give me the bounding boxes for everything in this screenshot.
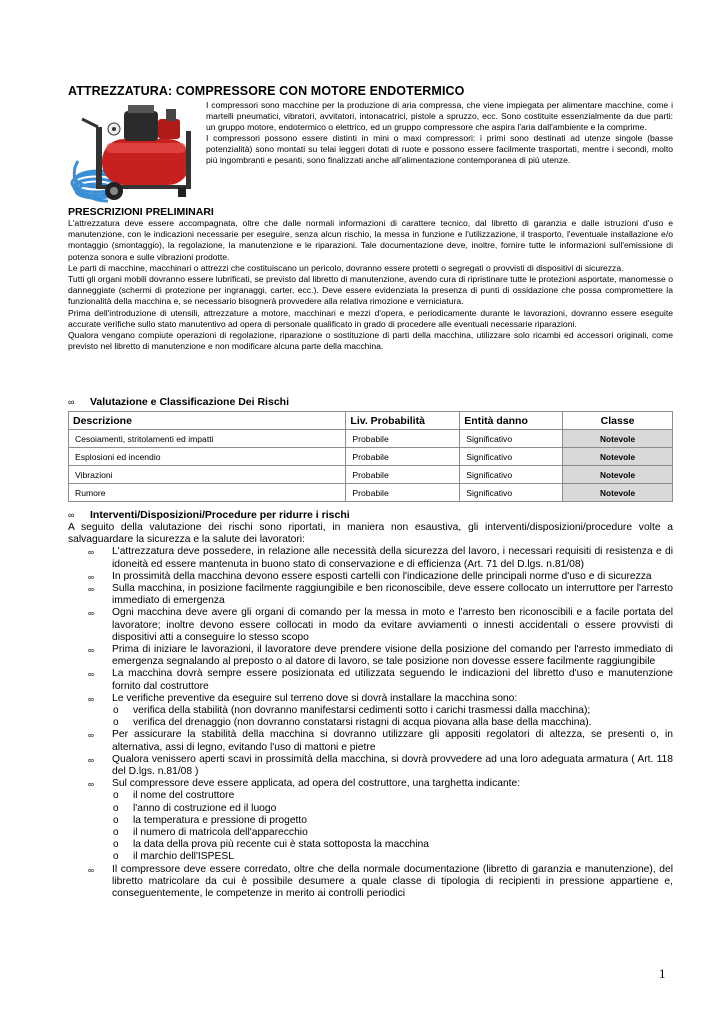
page-number: 1 bbox=[659, 966, 666, 981]
list-item-text: L'attrezzatura deve possedere, in relazione alle necessità della sicurezza del lavoro, i necessari requisiti di resistenza e di idoneità ed essere mantenuta in buono stato di conservazione e di efficienza (Art. 71 del D.lgs. n.81/08) bbox=[112, 546, 673, 570]
list-item bbox=[68, 583, 673, 607]
heading-label: Interventi/Disposizioni/Procedure per ridurre i rischi bbox=[90, 509, 350, 521]
list-item-text: In prossimità della macchina devono essere esposti cartelli con l'indicazione delle principali norme d'uso e di sicurezza bbox=[112, 570, 652, 582]
cell-classe: Notevole bbox=[563, 430, 673, 448]
interventi-lead: A seguito della valutazione dei rischi sono riportati, in maniera non esaustiva, gli interventi/disposizioni/procedure volte a salvaguardare la sicurezza e la salute dei lavoratori: bbox=[68, 522, 673, 546]
interventi-list bbox=[68, 546, 673, 900]
infinity-bullet-icon: ∞ bbox=[88, 571, 95, 582]
list-item bbox=[68, 607, 673, 644]
infinity-bullet-icon: ∞ bbox=[68, 510, 75, 520]
cell-classe: Notevole bbox=[563, 484, 673, 502]
infinity-bullet-icon: ∞ bbox=[88, 645, 95, 656]
column-header: Classe bbox=[563, 412, 673, 430]
paragraph: Qualora vengano compiute operazioni di regolazione, riparazione o sostituzione di parti della macchina, utilizzare solo ricambi ed accessori originali, come previsto nel libretto di manutenzione e non modificare alcuna parte della macchina. bbox=[68, 330, 673, 352]
list-item-text: Sul compressore deve essere applicata, ad opera del costruttore, una targhetta indicante: bbox=[112, 778, 521, 790]
infinity-bullet-icon: ∞ bbox=[88, 730, 95, 741]
cell-probabilita: Probabile bbox=[346, 466, 460, 484]
compressor-illustration bbox=[68, 101, 202, 209]
list-item bbox=[68, 754, 673, 778]
cell-classe: Notevole bbox=[563, 466, 673, 484]
cell-entita: Significativo bbox=[460, 466, 563, 484]
interventi-section bbox=[68, 522, 673, 900]
list-item bbox=[68, 546, 673, 570]
sub-list-item bbox=[68, 851, 673, 863]
list-item-text: Qualora venissero aperti scavi in prossimità della macchina, si dovrà provvedere ad una loro adeguata armatura ( Art. 118 del D.lgs. n.81/08 ) bbox=[112, 753, 673, 778]
infinity-bullet-icon: ∞ bbox=[88, 669, 95, 680]
cell-descrizione: Rumore bbox=[69, 484, 346, 502]
sub-list-item bbox=[68, 717, 673, 729]
list-item-text: Prima di iniziare le lavorazioni, il lavoratore deve prendere visione della posizione del comando per l'arresto immediato di emergenza segnalando al preposto o al datore di lavoro, se tale posizione non dovesse essere facilmente raggiungibile bbox=[112, 644, 673, 668]
heading-label: Valutazione e Classificazione Dei Rischi bbox=[90, 396, 289, 408]
sub-list-item-text: verifica del drenaggio (non dovranno constatarsi ristagni di acqua piovana alla base della macchina). bbox=[133, 717, 592, 729]
cell-entita: Significativo bbox=[460, 430, 563, 448]
infinity-bullet-icon: ∞ bbox=[88, 584, 95, 595]
table-row bbox=[69, 448, 673, 466]
list-item bbox=[68, 864, 673, 901]
list-item bbox=[68, 693, 673, 730]
sub-list-item bbox=[68, 803, 673, 815]
list-item bbox=[68, 668, 673, 692]
list-item bbox=[68, 571, 673, 583]
section-heading-valutazione bbox=[68, 396, 289, 408]
cell-classe: Notevole bbox=[563, 448, 673, 466]
list-item-text: Per assicurare la stabilità della macchina si dovranno utilizzare gli appositi regolatori di altezza, se presenti o, in alternativa, assi di legno, evitando l'uso di mattoni e pietre bbox=[112, 729, 673, 753]
list-item-text: Sulla macchina, in posizione facilmente raggiungibile e ben riconoscibile, deve essere collocato un interruttore per l'arresto immediato di emergenza bbox=[112, 583, 673, 607]
sub-list-item-text: la data della prova più recente cui è stata sottoposta la macchina bbox=[133, 839, 429, 851]
intro-text bbox=[206, 100, 673, 167]
infinity-bullet-icon: ∞ bbox=[88, 608, 95, 619]
circle-bullet-icon: o bbox=[113, 790, 119, 802]
sub-list bbox=[68, 790, 673, 863]
sub-list-item-text: l'anno di costruzione ed il luogo bbox=[133, 802, 277, 814]
list-item bbox=[68, 729, 673, 753]
circle-bullet-icon: o bbox=[113, 705, 119, 717]
sub-list bbox=[68, 705, 673, 729]
infinity-bullet-icon: ∞ bbox=[88, 547, 95, 558]
infinity-bullet-icon: ∞ bbox=[88, 864, 95, 875]
section-heading-prescrizioni: PRESCRIZIONI PRELIMINARI bbox=[68, 206, 214, 218]
cell-entita: Significativo bbox=[460, 484, 563, 502]
cell-descrizione: Cesoiamenti, stritolamenti ed impatti bbox=[69, 430, 346, 448]
section-heading-interventi bbox=[68, 509, 350, 521]
paragraph: Prima dell'introduzione di utensili, attrezzature a motore, macchinari e mezzi d'opera, e periodicamente durante le lavorazioni, dovranno essere eseguite accurate verifiche sullo stato manutentivo ad opera di personale qualificato in grado di procedere alle eventuali necessarie riparazioni. bbox=[68, 307, 673, 329]
column-header: Liv. Probabilità bbox=[346, 412, 460, 430]
cell-entita: Significativo bbox=[460, 448, 563, 466]
list-item-text: La macchina dovrà sempre essere posizionata ed utilizzata seguendo le indicazioni del libretto d'uso e manutenzione fornito dal costruttore bbox=[112, 668, 673, 692]
circle-bullet-icon: o bbox=[113, 717, 119, 729]
cell-descrizione: Esplosioni ed incendio bbox=[69, 448, 346, 466]
paragraph: L'attrezzatura deve essere accompagnata, oltre che dalle normali informazioni di carattere tecnico, dal libretto di garanzia e dalle istruzioni d'uso e manutenzione, con le indicazioni necessarie per eseguire, senza alcun rischio, la messa in funzione e l'utilizzazione, il trasporto, l'eventuale installazione e/o montaggio (smontaggio), la regolazione, la manutenzione e le riparazioni. Tale documentazione deve, inoltre, fornire tutte le informazioni sull'emissione di potenza sonora e sulle vibrazioni prodotte. bbox=[68, 218, 673, 262]
infinity-bullet-icon: ∞ bbox=[88, 754, 95, 765]
cell-probabilita: Probabile bbox=[346, 448, 460, 466]
risk-table bbox=[68, 411, 673, 502]
infinity-bullet-icon: ∞ bbox=[88, 779, 95, 790]
sub-list-item bbox=[68, 827, 673, 839]
circle-bullet-icon: o bbox=[113, 814, 119, 826]
sub-list-item bbox=[68, 839, 673, 851]
cell-descrizione: Vibrazioni bbox=[69, 466, 346, 484]
sub-list-item-text: il numero di matricola dell'apparecchio bbox=[133, 827, 308, 839]
prescrizioni-text bbox=[68, 218, 673, 352]
table-row bbox=[69, 430, 673, 448]
paragraph: Tutti gli organi mobili dovranno essere lubrificati, se previsto dal libretto di manutenzione, avendo cura di ripristinare tutte le protezioni asportate, manomesse o danneggiate (schermi di protezione per ingranaggi, carter, ecc.). Deve essere evidenziata la presenza di punti di ossidazione che possa compromettere la funzionalità della macchina e, se necessario bisognerà provvedere alla relativa rimozione e verniciatura. bbox=[68, 274, 673, 307]
intro-paragraph: I compressori possono essere distinti in mini o maxi compressori: i primi sono destinati ad utenze singole (basse potenzialità) sono montati su telai leggeri dotati di ruote e possono essere facilmente trasportati, mentre i secondi, molto più ingombranti e pesanti, sono finalizzati anche all'alimentazione contemporanea di più utenze. bbox=[206, 133, 673, 166]
infinity-bullet-icon: ∞ bbox=[88, 693, 95, 704]
sub-list-item bbox=[68, 790, 673, 802]
intro-paragraph: I compressori sono macchine per la produzione di aria compressa, che viene impiegata per alimentare macchine, come i martelli pneumatici, vibratori, avvitatori, intonacatrici, pistole a spruzzo, ecc. Sono costituite essenzialmente da due parti: un gruppo motore, endotermico o elettrico, ed un gruppo compressore che aspira l'aria dall'ambiente e la comprime. bbox=[206, 100, 673, 133]
infinity-bullet-icon: ∞ bbox=[68, 397, 75, 407]
sub-list-item bbox=[68, 815, 673, 827]
circle-bullet-icon: o bbox=[113, 851, 119, 863]
list-item bbox=[68, 644, 673, 668]
list-item-text: Ogni macchina deve avere gli organi di comando per la messa in moto e l'arresto ben riconoscibili e a facile portata del lavoratore; inoltre devono essere collocati in modo da evitare avviamenti o innesti accidentali o essere provvisti di dispositivi atti a conseguire lo stesso scopo bbox=[112, 607, 673, 643]
sub-list-item-text: verifica della stabilità (non dovranno manifestarsi cedimenti sotto i carichi trasmessi dalla macchina); bbox=[133, 705, 591, 717]
sub-list-item-text: il nome del costruttore bbox=[133, 790, 235, 802]
compressor-image bbox=[68, 101, 202, 209]
table-row bbox=[69, 484, 673, 502]
page-title: ATTREZZATURA: COMPRESSORE CON MOTORE ENDOTERMICO bbox=[68, 84, 465, 98]
table-header-row bbox=[69, 412, 673, 430]
circle-bullet-icon: o bbox=[113, 827, 119, 839]
list-item-text: Il compressore deve essere corredato, oltre che della normale documentazione (libretto di garanzia e manutenzione), del libretto matricolare da cui è possibile desumere a quale classe di tipologia di recipienti in pressione appartiene e, conseguentemente, le competenze in merito ai controlli periodici bbox=[112, 863, 673, 900]
paragraph: Le parti di macchine, macchinari o attrezzi che costituiscano un pericolo, dovranno essere protetti o segregati o provvisti di dispositivi di sicurezza. bbox=[68, 262, 624, 273]
list-item-text: Le verifiche preventive da eseguire sul terreno dove si dovrà installare la macchina sono: bbox=[112, 692, 518, 704]
sub-list-item bbox=[68, 705, 673, 717]
sub-list-item-text: la temperatura e pressione di progetto bbox=[133, 814, 308, 826]
list-item bbox=[68, 778, 673, 863]
cell-probabilita: Probabile bbox=[346, 484, 460, 502]
circle-bullet-icon: o bbox=[113, 802, 119, 814]
column-header: Entità danno bbox=[460, 412, 563, 430]
column-header: Descrizione bbox=[69, 412, 346, 430]
table-row bbox=[69, 466, 673, 484]
cell-probabilita: Probabile bbox=[346, 430, 460, 448]
circle-bullet-icon: o bbox=[113, 839, 119, 851]
sub-list-item-text: il marchio dell'ISPESL bbox=[133, 851, 234, 863]
